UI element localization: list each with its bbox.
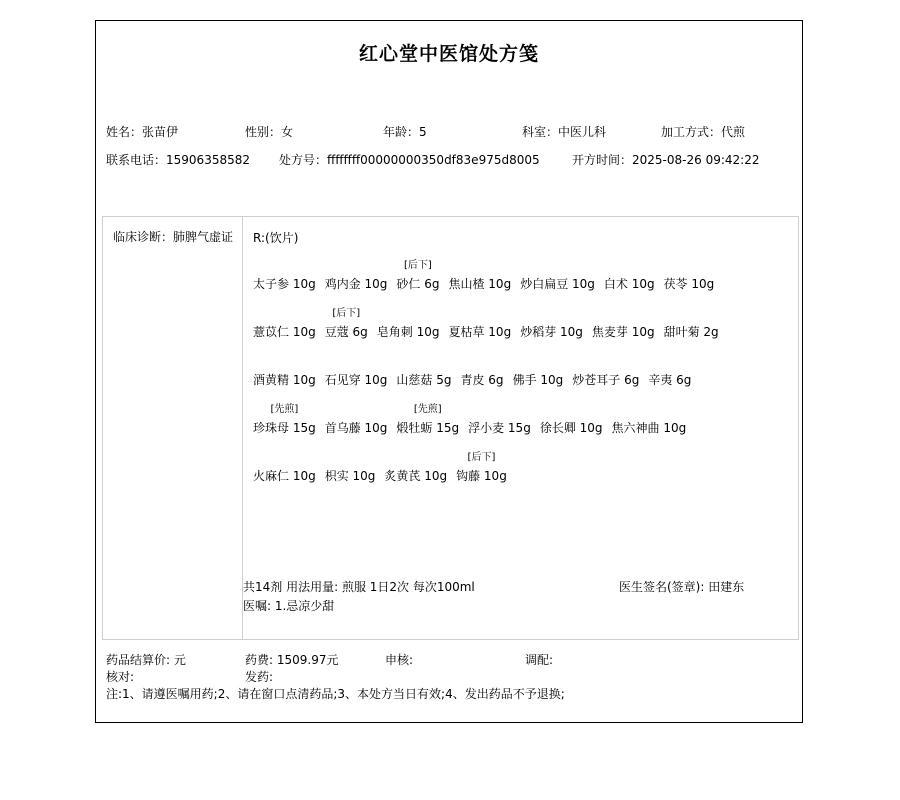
herb-name: 砂仁 6g	[396, 277, 440, 291]
herb-item	[520, 323, 583, 340]
herb-item	[253, 275, 316, 292]
herb-item	[448, 323, 511, 340]
patient-phone: 联系电话：15906358582	[106, 153, 250, 167]
herb-item	[664, 323, 719, 340]
herb-item	[540, 419, 603, 436]
herb-item	[325, 419, 388, 436]
process-method: 加工方式：代煎	[661, 125, 746, 139]
patient-dept: 科室：中医儿科	[522, 125, 607, 139]
herb-name: 焦麦芽 10g	[591, 325, 655, 339]
rx-header: R:(饮片)	[253, 231, 299, 245]
herb-item	[253, 323, 316, 340]
herb-item	[325, 275, 388, 292]
herb-name: 焦六神曲 10g	[611, 421, 687, 435]
herb-row	[253, 260, 723, 297]
herb-item	[604, 275, 655, 292]
herb-item	[648, 371, 691, 388]
herb-name: 钩藤 10g	[456, 469, 507, 483]
prescription-sheet	[95, 20, 803, 723]
herb-note: [后下]	[467, 452, 496, 463]
herb-item	[325, 371, 388, 388]
doctor-signature: 医生签名(签章): 田建东	[619, 580, 745, 594]
herb-name: 炒白扁豆 10g	[520, 277, 595, 291]
herb-row	[253, 308, 728, 345]
herb-item	[513, 371, 564, 388]
herb-item	[572, 371, 639, 388]
herb-note: [先煎]	[413, 404, 442, 415]
herb-name: 浮小麦 15g	[468, 421, 531, 435]
herb-note: [后下]	[332, 308, 361, 319]
herb-item	[253, 467, 316, 484]
usage-instructions: 共14剂 用法用量: 煎服 1日2次 每次100ml	[243, 580, 475, 594]
herb-name: 薏苡仁 10g	[253, 325, 316, 339]
patient-name: 姓名：张苗伊	[106, 125, 179, 139]
herb-item	[377, 323, 440, 340]
settle-price: 药品结算价: 元	[106, 653, 186, 667]
drug-fee: 药费: 1509.97元	[245, 653, 339, 667]
patient-age: 年龄：5	[383, 125, 427, 139]
herb-name: 石见穿 10g	[324, 373, 388, 387]
herb-name: 徐长卿 10g	[539, 421, 603, 435]
herb-name: 山慈菇 5g	[396, 373, 452, 387]
patient-gender: 性别：女	[245, 125, 294, 139]
herb-name: 酒黄精 10g	[253, 373, 316, 387]
herb-note: [先煎]	[270, 404, 299, 415]
herb-name: 佛手 10g	[512, 373, 564, 387]
herb-item	[384, 467, 447, 484]
footer-notes: 注:1、请遵医嘱用药;2、请在窗口点清药品;3、本处方当日有效;4、发出药品不予退换;	[106, 687, 565, 701]
herb-name: 炒苍耳子 6g	[572, 373, 640, 387]
herb-name: 太子参 10g	[253, 277, 316, 291]
herb-item	[253, 404, 316, 436]
herb-name: 枳实 10g	[324, 469, 376, 483]
herb-name: 焦山楂 10g	[448, 277, 512, 291]
herb-name: 白术 10g	[603, 277, 655, 291]
herb-item	[456, 452, 507, 484]
prescription-number: 处方号：ffffffff00000000350df83e975d8005	[279, 153, 540, 167]
review-field: 申核:	[385, 653, 414, 667]
herb-row	[253, 404, 695, 441]
herb-name: 炙黄芪 10g	[384, 469, 448, 483]
herb-item	[460, 371, 503, 388]
herb-name: 茯苓 10g	[663, 277, 715, 291]
prescription-time: 开方时间：2025-08-26 09:42:22	[572, 153, 760, 167]
herb-name: 辛夷 6g	[648, 373, 692, 387]
herb-row	[253, 452, 516, 489]
herb-item	[325, 467, 376, 484]
herb-name: 珍珠母 15g	[253, 421, 316, 435]
herb-item	[520, 275, 595, 292]
herb-name: 煅牡蛎 15g	[396, 421, 460, 435]
dispense-field: 调配:	[525, 653, 554, 667]
herb-item	[612, 419, 687, 436]
herb-item	[253, 371, 316, 388]
herb-item	[396, 404, 460, 436]
medical-advice: 医嘱: 1.忌凉少甜	[243, 599, 335, 613]
herb-item	[396, 371, 451, 388]
page-title: 红心堂中医馆处方笺	[358, 43, 539, 65]
herb-name: 首乌藤 10g	[324, 421, 388, 435]
herb-name: 鸡内金 10g	[324, 277, 388, 291]
herb-item	[448, 275, 511, 292]
herb-name: 甜叶菊 2g	[663, 325, 719, 339]
herb-note: [后下]	[404, 260, 432, 271]
herb-name: 豆蔻 6g	[324, 325, 368, 339]
herb-item	[324, 308, 368, 340]
clinical-diagnosis: 临床诊断：肺脾气虚证	[113, 230, 234, 244]
prescription-box	[102, 216, 799, 640]
column-divider	[242, 217, 243, 639]
herb-name: 炒稻芽 10g	[520, 325, 583, 339]
herb-name: 夏枯草 10g	[448, 325, 512, 339]
herb-name: 皂角刺 10g	[376, 325, 440, 339]
issue-field: 发药:	[245, 670, 274, 684]
herb-item	[592, 323, 655, 340]
herb-item	[396, 260, 440, 292]
check-field: 核对:	[106, 670, 135, 684]
herb-row	[253, 371, 700, 393]
herb-name: 火麻仁 10g	[253, 469, 316, 483]
herb-name: 青皮 6g	[460, 373, 504, 387]
herb-item	[664, 275, 715, 292]
herb-item	[468, 419, 531, 436]
